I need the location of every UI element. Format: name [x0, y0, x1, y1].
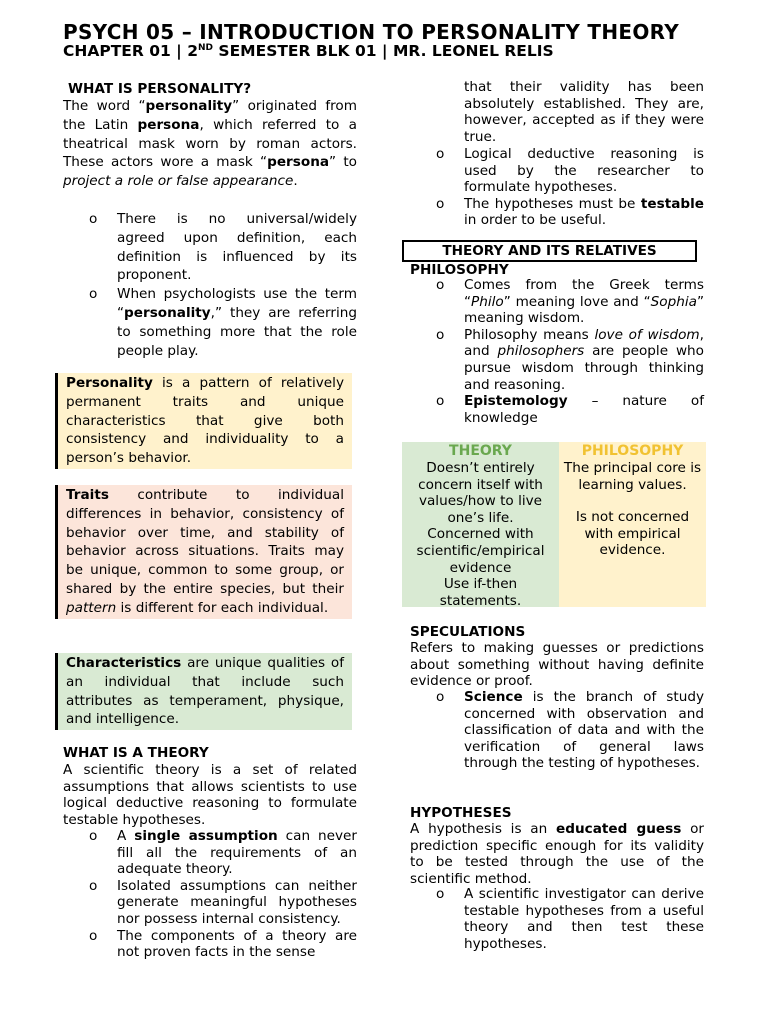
- philosophy-column: [559, 442, 706, 607]
- theory-philosophy-comparison: [402, 442, 706, 607]
- personality-intro: The word “personality” originated from the Latin persona, which referred to a theatrical mask worn by roman actors. These actors wore a mask “persona” to project a role or false appearance.: [63, 98, 357, 190]
- theory-relatives-heading: THEORY AND ITS RELATIVES: [402, 240, 697, 262]
- philosophy-heading: PHILOSOPHY: [410, 262, 509, 278]
- hypotheses-bullets: [410, 886, 704, 952]
- theory-heading: WHAT IS A THEORY: [63, 745, 209, 761]
- list-item: o The hypotheses must be testable in order to be useful.: [410, 196, 704, 229]
- list-item: o Logical deductive reasoning is used by the researcher to formulate hypotheses.: [410, 146, 704, 196]
- list-item: o A single assumption can never fill all the requirements of an adequate theory.: [63, 828, 357, 878]
- hypotheses-heading: HYPOTHESES: [410, 805, 512, 821]
- philosophy-point: The principal core is learning values.: [563, 460, 702, 493]
- theory-column-heading: THEORY: [449, 443, 512, 459]
- page-subtitle: CHAPTER 01 | 2ND SEMESTER BLK 01 | MR. LEONEL RELIS: [63, 42, 554, 60]
- list-item: o Science is the branch of study concerned with observation and classification of data and with the verification of general laws through the testing of hypotheses.: [410, 689, 704, 772]
- list-item: o Comes from the Greek terms “Philo” meaning love and “Sophia” meaning wisdom.: [410, 277, 704, 327]
- theory-continuation: that their validity has been absolutely established. They are, however, accepted as if they were true.: [464, 79, 704, 145]
- theory-point: Use if-then statements.: [439, 576, 522, 609]
- theory-continuation-bullets: [410, 146, 704, 229]
- theory-bullets: [63, 828, 357, 961]
- philosophy-column-heading: PHILOSOPHY: [581, 443, 684, 459]
- speculations-bullets: [410, 689, 704, 772]
- speculations-definition: Refers to making guesses or predictions about something without having definite evidence or proof.: [410, 640, 704, 690]
- personality-bullets: [63, 210, 357, 360]
- list-item: o Isolated assumptions can neither generate meaningful hypotheses nor possess internal consistency.: [63, 878, 357, 928]
- list-item: o There is no universal/widely agreed upon definition, each definition is influenced by its proponent.: [63, 210, 357, 285]
- theory-point: Doesn’t entirely concern itself with values/how to live one’s life.: [418, 460, 543, 526]
- philosophy-bullets: [410, 277, 704, 426]
- theory-column: [402, 442, 559, 607]
- personality-definition-box: Personality is a pattern of relatively permanent traits and unique characteristics that give both consistency and individuality to a person’s behavior.: [55, 373, 352, 469]
- list-item: o Philosophy means love of wisdom, and philosophers are people who pursue wisdom through thinking and reasoning.: [410, 327, 704, 393]
- traits-definition-box: Traits contribute to individual differences in behavior, consistency of behavior over time, and stability of behavior across situations. Traits may be unique, common to some group, or shared by the entire species, but their pattern is different for each individual.: [55, 485, 352, 619]
- list-item: o Epistemology – nature of knowledge: [410, 393, 704, 426]
- personality-heading: WHAT IS PERSONALITY?: [68, 81, 252, 97]
- theory-definition: A scientific theory is a set of related assumptions that allows scientists to use logical deductive reasoning to formulate testable hypotheses.: [63, 762, 357, 828]
- theory-point: Concerned with scientific/empirical evidence: [416, 526, 545, 576]
- philosophy-point: Is not concerned with empirical evidence.: [575, 509, 690, 559]
- page-title: PSYCH 05 – INTRODUCTION TO PERSONALITY THEORY: [63, 20, 680, 44]
- characteristics-definition-box: Characteristics are unique qualities of an individual that include such attributes as temperament, physique, and intelligence.: [55, 653, 352, 730]
- list-item: o A scientific investigator can derive testable hypotheses from a useful theory and then test these hypotheses.: [410, 886, 704, 952]
- list-item: o The components of a theory are not proven facts in the sense: [63, 928, 357, 961]
- list-item: o When psychologists use the term “personality,” they are referring to something more that the role people play.: [63, 285, 357, 360]
- speculations-heading: SPECULATIONS: [410, 624, 526, 640]
- hypotheses-definition: A hypothesis is an educated guess or prediction specific enough for its validity to be tested through the use of the scientific method.: [410, 821, 704, 887]
